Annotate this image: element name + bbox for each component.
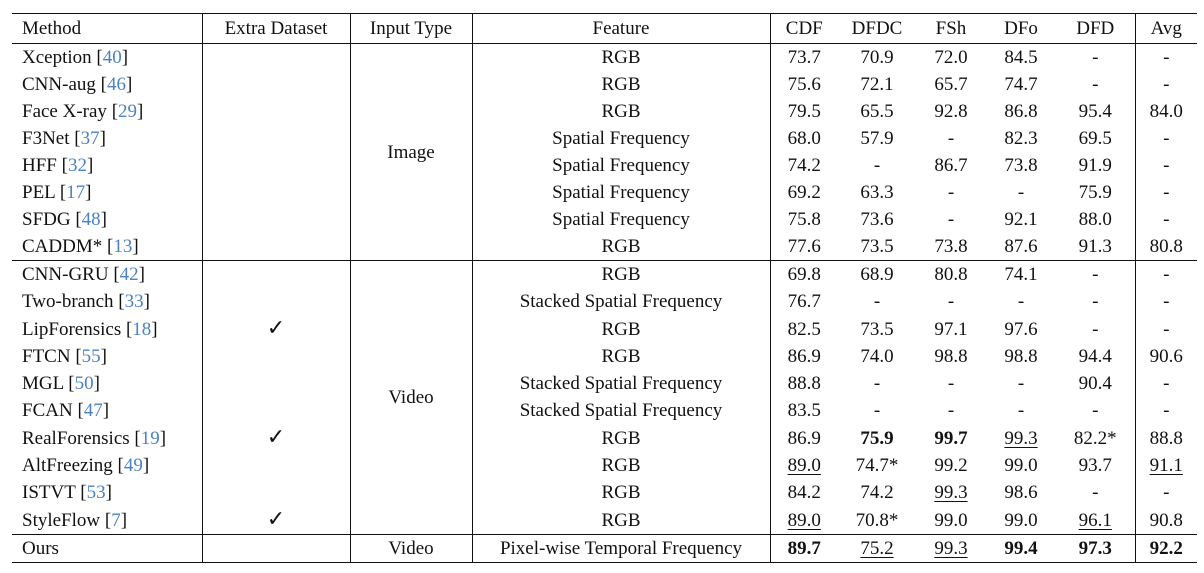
dfd-score: 93.7 [1078, 455, 1112, 476]
method-cell [12, 535, 202, 563]
results-table [12, 13, 1197, 563]
method-cell: FCAN [47] [22, 400, 110, 421]
feature-cell: Stacked Spatial Frequency [472, 288, 770, 315]
feature-cell: RGB [472, 424, 770, 452]
method-cell: LipForensics [18] [22, 318, 158, 340]
fsh-score: - [947, 400, 955, 421]
citation-link[interactable]: 49 [123, 455, 143, 476]
table-row [12, 343, 1197, 370]
avg-score: - [1135, 315, 1197, 343]
fsh-score: - [947, 128, 955, 149]
dfd-score: - [1092, 482, 1099, 503]
table-row [12, 98, 1197, 125]
feature-cell: Spatial Frequency [472, 179, 770, 206]
header-dfdc: DFDC [838, 14, 916, 44]
feature-cell: RGB [472, 452, 770, 479]
dfd-score: 90.4 [1078, 373, 1112, 394]
citation-link[interactable]: 32 [67, 155, 87, 176]
dfdc-score: 63.3 [860, 182, 894, 203]
table-row [12, 152, 1197, 179]
dfdc-score: 75.2 [838, 535, 916, 563]
header-fsh: FSh [916, 14, 986, 44]
avg-score: 84.0 [1135, 98, 1197, 125]
citation-link[interactable]: 42 [119, 264, 139, 285]
method-name: LipForensics [22, 318, 122, 340]
cdf-score: 83.5 [770, 397, 838, 424]
cdf-score: 89.7 [770, 535, 838, 563]
cdf-score: 88.8 [770, 370, 838, 397]
dfdc-score: - [873, 155, 881, 176]
header-row [12, 14, 1197, 44]
feature-cell: Spatial Frequency [472, 152, 770, 179]
extra-dataset-cell [202, 233, 350, 261]
extra-dataset-cell [202, 370, 350, 397]
dfd-score: - [1056, 261, 1135, 289]
method-name: PEL [22, 182, 56, 203]
method-name: FCAN [22, 400, 73, 421]
dfdc-score: 70.9 [838, 44, 916, 72]
citation-link[interactable]: 50 [74, 373, 94, 394]
dfdc-score: 70.8* [855, 509, 899, 531]
dfo-score: 99.3 [1004, 427, 1038, 449]
dfd-score: - [1092, 291, 1099, 312]
extra-dataset-cell [202, 506, 350, 535]
dfdc-score: - [873, 373, 881, 394]
extra-dataset-cell [202, 315, 350, 343]
table-body [12, 44, 1197, 563]
dfd-score: 82.2* [1073, 427, 1117, 449]
fsh-score: 65.7 [934, 74, 968, 95]
table-row [12, 179, 1197, 206]
dfdc-score: 72.1 [860, 74, 894, 95]
method-name: Ours [22, 538, 59, 559]
header-avg: Avg [1135, 14, 1197, 44]
extra-dataset-cell [202, 71, 350, 98]
extra-dataset-cell [202, 44, 350, 72]
extra-dataset-cell [202, 479, 350, 506]
fsh-score: - [947, 373, 955, 394]
avg-score: - [1135, 370, 1197, 397]
header-input-type: Input Type [350, 14, 472, 44]
fsh-score: 99.3 [934, 482, 968, 503]
avg-score: - [1135, 179, 1197, 206]
header-extra-dataset: Extra Dataset [202, 14, 350, 44]
dfo-score: 99.0 [1004, 509, 1038, 531]
dfo-score: 86.8 [1004, 101, 1038, 122]
dfd-score: 97.3 [1056, 535, 1135, 563]
dfdc-score: 74.0 [860, 346, 894, 367]
avg-score: - [1135, 479, 1197, 506]
table-row [12, 315, 1197, 343]
avg-score: 92.2 [1135, 535, 1197, 563]
dfo-score: 97.6 [1004, 318, 1038, 340]
dfo-score: 99.4 [986, 535, 1056, 563]
extra-dataset-cell [202, 343, 350, 370]
method-cell: Xception [40] [12, 44, 202, 72]
dfd-score: 88.0 [1078, 209, 1112, 230]
table-row [12, 233, 1197, 261]
method-cell: CNN-aug [46] [22, 74, 133, 95]
table-row [12, 424, 1197, 452]
feature-cell: RGB [472, 98, 770, 125]
feature-cell: RGB [472, 261, 770, 289]
dfo-score: 98.8 [1004, 346, 1038, 367]
fsh-score: 73.8 [934, 236, 968, 257]
feature-cell: RGB [472, 315, 770, 343]
citation-link[interactable]: 37 [80, 128, 100, 149]
method-name: RealForensics [22, 427, 130, 449]
method-name: Face X-ray [22, 101, 107, 122]
header-method: Method [12, 14, 202, 44]
fsh-score: 99.2 [934, 455, 968, 476]
checkmark-icon: ✓ [266, 316, 286, 341]
fsh-score: 92.8 [934, 101, 968, 122]
feature-cell: RGB [472, 44, 770, 72]
dfdc-score: - [873, 291, 881, 312]
dfdc-score: 75.9 [860, 427, 894, 449]
dfo-score: - [1017, 182, 1025, 203]
table-row [12, 206, 1197, 233]
method-name: ISTVT [22, 482, 76, 503]
method-name: SFDG [22, 209, 71, 230]
dfd-score: 95.4 [1078, 101, 1112, 122]
feature-cell: RGB [472, 71, 770, 98]
feature-cell: Spatial Frequency [472, 206, 770, 233]
method-cell: FTCN [55] [22, 346, 107, 367]
dfdc-score: 74.7* [855, 455, 899, 476]
citation-link[interactable]: 19 [140, 427, 160, 449]
fsh-score: 72.0 [916, 44, 986, 72]
method-name: HFF [22, 155, 57, 176]
extra-dataset-cell [202, 535, 350, 563]
header-cdf: CDF [770, 14, 838, 44]
method-cell: F3Net [37] [22, 128, 106, 149]
feature-cell: RGB [472, 343, 770, 370]
cdf-score: 68.0 [770, 125, 838, 152]
method-name: Xception [22, 47, 92, 68]
fsh-score: 99.3 [916, 535, 986, 563]
dfdc-score: 57.9 [860, 128, 894, 149]
method-cell: Two-branch [33] [22, 291, 150, 312]
avg-score: - [1135, 152, 1197, 179]
fsh-score: - [947, 291, 955, 312]
avg-score: - [1135, 397, 1197, 424]
method-cell: HFF [32] [22, 155, 94, 176]
dfdc-score: 65.5 [860, 101, 894, 122]
cdf-score: 73.7 [770, 44, 838, 72]
input-type-cell: Video [350, 261, 472, 535]
dfo-score: 73.8 [1004, 155, 1038, 176]
input-type-cell: Image [350, 44, 472, 261]
method-name: CNN-aug [22, 74, 96, 95]
feature-cell: Spatial Frequency [472, 125, 770, 152]
avg-score: - [1135, 44, 1197, 72]
dfd-score: 96.1 [1078, 509, 1112, 531]
dfdc-score: 73.5 [860, 236, 894, 257]
table-row [12, 288, 1197, 315]
table-row [12, 535, 1197, 563]
method-cell: Face X-ray [29] [22, 101, 144, 122]
feature-cell: Pixel-wise Temporal Frequency [472, 535, 770, 563]
method-name: FTCN [22, 346, 71, 367]
extra-dataset-cell [202, 98, 350, 125]
method-cell: PEL [17] [22, 182, 92, 203]
dfo-score: 82.3 [1004, 128, 1038, 149]
method-name: MGL [22, 373, 64, 394]
fsh-score: 99.7 [934, 427, 968, 449]
citation-link[interactable]: 33 [124, 291, 144, 312]
dfdc-score: 73.5 [860, 318, 894, 340]
feature-cell: Stacked Spatial Frequency [472, 397, 770, 424]
method-cell: StyleFlow [7] [22, 509, 128, 531]
cdf-score: 82.5 [770, 315, 838, 343]
checkmark-icon: ✓ [266, 425, 286, 450]
citation-link[interactable]: 7 [111, 509, 121, 531]
avg-score: - [1135, 71, 1197, 98]
extra-dataset-cell [202, 152, 350, 179]
avg-score: 90.6 [1135, 343, 1197, 370]
checkmark-icon: ✓ [266, 507, 286, 532]
feature-cell: Stacked Spatial Frequency [472, 370, 770, 397]
dfdc-score: 68.9 [838, 261, 916, 289]
dfo-score: 99.0 [1004, 455, 1038, 476]
extra-dataset-cell [202, 288, 350, 315]
extra-dataset-cell [202, 179, 350, 206]
dfd-score: - [1092, 74, 1099, 95]
dfd-score: 91.9 [1078, 155, 1112, 176]
table-row [12, 370, 1197, 397]
method-cell: CADDM* [13] [22, 236, 139, 257]
cdf-score: 74.2 [770, 152, 838, 179]
method-name: AltFreezing [22, 455, 113, 476]
dfo-score: - [1017, 400, 1025, 421]
method-cell: ISTVT [53] [22, 482, 112, 503]
fsh-score: - [947, 182, 955, 203]
dfo-score: 84.5 [986, 44, 1056, 72]
dfo-score: 87.6 [1004, 236, 1038, 257]
avg-score: - [1135, 288, 1197, 315]
dfd-score: - [1092, 400, 1099, 421]
table-row [12, 397, 1197, 424]
method-cell: RealForensics [19] [22, 427, 167, 449]
citation-link[interactable]: 46 [106, 74, 126, 95]
fsh-score: 97.1 [934, 318, 968, 340]
table-row [12, 506, 1197, 535]
dfdc-score: - [873, 400, 881, 421]
cdf-score: 89.0 [770, 506, 838, 535]
table-row [12, 261, 1197, 289]
dfd-score: - [1056, 44, 1135, 72]
fsh-score: 86.7 [934, 155, 968, 176]
fsh-score: 98.8 [934, 346, 968, 367]
header-dfd: DFD [1056, 14, 1135, 44]
method-name: F3Net [22, 128, 70, 149]
dfo-score: 74.1 [986, 261, 1056, 289]
citation-link[interactable]: 55 [81, 346, 101, 367]
avg-score: - [1135, 125, 1197, 152]
cdf-score: 69.2 [770, 179, 838, 206]
cdf-score: 75.6 [770, 71, 838, 98]
cdf-score: 75.8 [770, 206, 838, 233]
table-row [12, 452, 1197, 479]
dfd-score: - [1092, 318, 1099, 340]
citation-link[interactable]: 18 [132, 318, 152, 340]
method-cell: SFDG [48] [22, 209, 107, 230]
citation-link[interactable]: 53 [86, 482, 106, 503]
avg-score: - [1135, 206, 1197, 233]
dfd-score: 75.9 [1078, 182, 1112, 203]
dfo-score: 74.7 [1004, 74, 1038, 95]
method-name: StyleFlow [22, 509, 101, 531]
extra-dataset-cell [202, 452, 350, 479]
citation-link[interactable]: 48 [81, 209, 101, 230]
method-name: Two-branch [22, 291, 114, 312]
dfd-score: 69.5 [1078, 128, 1112, 149]
dfd-score: 94.4 [1078, 346, 1112, 367]
dfo-score: 98.6 [1004, 482, 1038, 503]
citation-link[interactable]: 13 [113, 236, 133, 257]
method-cell: MGL [50] [22, 373, 100, 394]
cdf-score: 86.9 [770, 424, 838, 452]
extra-dataset-cell [202, 424, 350, 452]
feature-cell: RGB [472, 506, 770, 535]
cdf-score: 84.2 [770, 479, 838, 506]
method-name: CNN-GRU [22, 264, 109, 285]
cdf-score: 69.8 [770, 261, 838, 289]
cdf-score: 76.7 [770, 288, 838, 315]
citation-link[interactable]: 40 [102, 47, 122, 68]
table-row [12, 44, 1197, 72]
cdf-score: 79.5 [770, 98, 838, 125]
extra-dataset-cell [202, 261, 350, 289]
cdf-score: 89.0 [770, 452, 838, 479]
avg-score: 90.8 [1135, 506, 1197, 535]
dfo-score: 92.1 [1004, 209, 1038, 230]
header-feature: Feature [472, 14, 770, 44]
dfdc-score: 74.2 [860, 482, 894, 503]
feature-cell: RGB [472, 233, 770, 261]
fsh-score: 80.8 [916, 261, 986, 289]
table-row [12, 71, 1197, 98]
avg-score: 80.8 [1135, 233, 1197, 261]
citation-link[interactable]: 29 [118, 101, 138, 122]
method-name: CADDM* [22, 236, 103, 257]
extra-dataset-cell [202, 206, 350, 233]
method-cell: CNN-GRU [42] [12, 261, 202, 289]
feature-cell: RGB [472, 479, 770, 506]
avg-score: - [1135, 261, 1197, 289]
avg-score: 88.8 [1135, 424, 1197, 452]
citation-link[interactable]: 17 [66, 182, 86, 203]
extra-dataset-cell [202, 397, 350, 424]
dfdc-score: 73.6 [860, 209, 894, 230]
dfo-score: - [1017, 291, 1025, 312]
fsh-score: - [947, 209, 955, 230]
citation-link[interactable]: 47 [83, 400, 103, 421]
header-dfo: DFo [986, 14, 1056, 44]
cdf-score: 86.9 [770, 343, 838, 370]
dfd-score: 91.3 [1078, 236, 1112, 257]
fsh-score: 99.0 [934, 509, 968, 531]
table-row [12, 479, 1197, 506]
dfo-score: - [1017, 373, 1025, 394]
method-cell: AltFreezing [49] [22, 455, 150, 476]
avg-score: 91.1 [1135, 452, 1197, 479]
input-type-cell: Video [350, 535, 472, 563]
cdf-score: 77.6 [770, 233, 838, 261]
extra-dataset-cell [202, 125, 350, 152]
table-row [12, 125, 1197, 152]
